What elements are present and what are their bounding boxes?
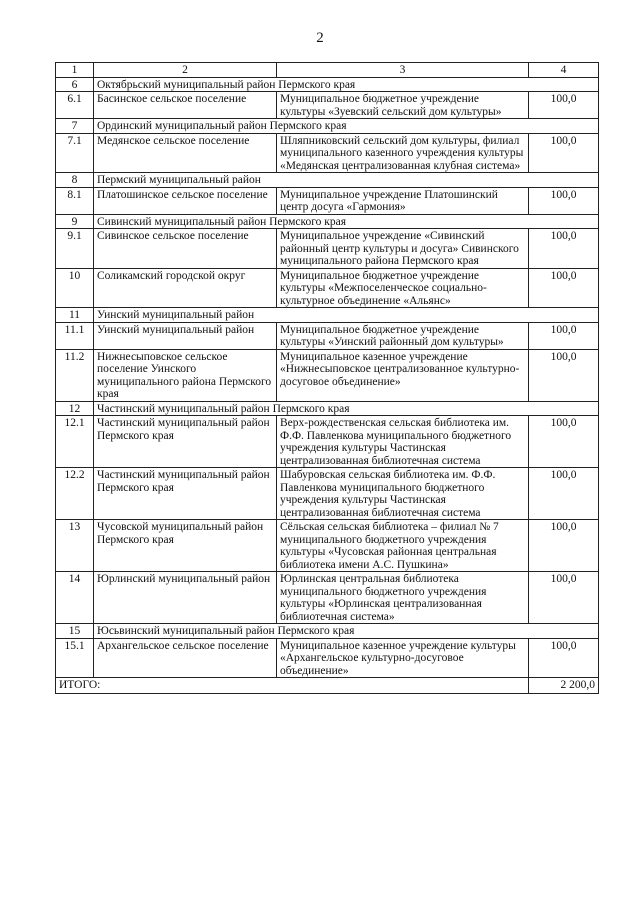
section-title: Сивинский муниципальный район Пермского края (94, 214, 599, 229)
institution-name: Юрлинская центральная библиотека муниципального бюджетного учреждения культуры «Юрлинская централизованная библиотечная система» (277, 572, 529, 624)
area-name: Чусовской муниципальный район Пермского края (94, 520, 277, 572)
table-row (56, 133, 599, 173)
row-number: 13 (56, 520, 94, 572)
row-number: 8 (56, 173, 94, 188)
row-number: 6.1 (56, 92, 94, 119)
institution-name: Муниципальное бюджетное учреждение культуры «Межпоселенческое социально-культурное объединение «Альянс» (277, 268, 529, 308)
page-number: 2 (316, 30, 324, 46)
amount-value: 100,0 (529, 468, 599, 520)
area-name: Платошинское сельское поселение (94, 187, 277, 214)
row-number: 12.2 (56, 468, 94, 520)
section-row (56, 214, 599, 229)
row-number: 11.2 (56, 349, 94, 401)
institution-name: Шабуровская сельская библиотека им. Ф.Ф. Павленкова муниципального бюджетного учреждения культуры Частинская централизованная библиотечная система (277, 468, 529, 520)
institution-name: Муниципальное бюджетное учреждение культуры «Уинский районный дом культуры» (277, 322, 529, 349)
table-row (56, 268, 599, 308)
table-row (56, 322, 599, 349)
row-number: 15 (56, 624, 94, 639)
area-name: Сивинское сельское поселение (94, 229, 277, 269)
header-col-1: 1 (56, 63, 94, 78)
table-row (56, 349, 599, 401)
header-col-3: 3 (277, 63, 529, 78)
institution-name: Сёльская сельская библиотека – филиал № 7 муниципального бюджетного учреждения культуры «Чусовская районная центральная библиотека имени А.С. Пушкина» (277, 520, 529, 572)
section-title: Уинский муниципальный район (94, 308, 599, 323)
row-number: 11.1 (56, 322, 94, 349)
row-number: 10 (56, 268, 94, 308)
section-row (56, 308, 599, 323)
area-name: Соликамский городской округ (94, 268, 277, 308)
amount-value: 100,0 (529, 416, 599, 468)
table-row (56, 187, 599, 214)
table-row (56, 92, 599, 119)
section-row (56, 401, 599, 416)
table-row (56, 468, 599, 520)
table-row (56, 416, 599, 468)
row-number: 9.1 (56, 229, 94, 269)
section-title: Октябрьский муниципальный район Пермского края (94, 77, 599, 92)
amount-value: 100,0 (529, 92, 599, 119)
row-number: 11 (56, 308, 94, 323)
table-row (56, 520, 599, 572)
table-row (56, 229, 599, 269)
institution-name: Муниципальное казенное учреждение культуры «Архангельское культурно-досуговое объединение» (277, 638, 529, 678)
amount-value: 100,0 (529, 187, 599, 214)
amount-value: 100,0 (529, 638, 599, 678)
total-label: ИТОГО: (56, 678, 529, 694)
amount-value: 100,0 (529, 349, 599, 401)
institution-name: Шляпниковский сельский дом культуры, филиал муниципального казенного учреждения культуры «Медянская централизованная клубная система» (277, 133, 529, 173)
section-title: Частинский муниципальный район Пермского края (94, 401, 599, 416)
row-number: 15.1 (56, 638, 94, 678)
row-number: 12.1 (56, 416, 94, 468)
section-row (56, 624, 599, 639)
section-row (56, 119, 599, 134)
total-amount: 2 200,0 (529, 678, 599, 694)
amount-value: 100,0 (529, 268, 599, 308)
amount-value: 100,0 (529, 229, 599, 269)
institution-name: Муниципальное учреждение Платошинский центр досуга «Гармония» (277, 187, 529, 214)
header-col-4: 4 (529, 63, 599, 78)
allocation-table (55, 62, 599, 694)
total-row (56, 678, 599, 694)
institution-name: Верх-рождественская сельская библиотека им. Ф.Ф. Павленкова муниципального бюджетного учреждения культуры Частинская централизованная библиотечная система (277, 416, 529, 468)
row-number: 14 (56, 572, 94, 624)
row-number: 12 (56, 401, 94, 416)
table-header-row (56, 63, 599, 78)
row-number: 7.1 (56, 133, 94, 173)
row-number: 9 (56, 214, 94, 229)
table-row (56, 638, 599, 678)
institution-name: Муниципальное учреждение «Сивинский районный центр культуры и досуга» Сивинского муниципального района Пермского края (277, 229, 529, 269)
section-title: Пермский муниципальный район (94, 173, 599, 188)
amount-value: 100,0 (529, 322, 599, 349)
row-number: 7 (56, 119, 94, 134)
amount-value: 100,0 (529, 133, 599, 173)
area-name: Частинский муниципальный район Пермского края (94, 468, 277, 520)
area-name: Басинское сельское поселение (94, 92, 277, 119)
row-number: 6 (56, 77, 94, 92)
institution-name: Муниципальное казенное учреждение «Нижнесыповское централизованное культурно-досуговое объединение» (277, 349, 529, 401)
area-name: Частинский муниципальный район Пермского края (94, 416, 277, 468)
area-name: Медянское сельское поселение (94, 133, 277, 173)
amount-value: 100,0 (529, 572, 599, 624)
table-row (56, 572, 599, 624)
section-title: Ординский муниципальный район Пермского края (94, 119, 599, 134)
header-col-2: 2 (94, 63, 277, 78)
area-name: Уинский муниципальный район (94, 322, 277, 349)
section-row (56, 173, 599, 188)
institution-name: Муниципальное бюджетное учреждение культуры «Зуевский сельский дом культуры» (277, 92, 529, 119)
area-name: Архангельское сельское поселение (94, 638, 277, 678)
area-name: Нижнесыповское сельское поселение Уинского муниципального района Пермского края (94, 349, 277, 401)
area-name: Юрлинский муниципальный район (94, 572, 277, 624)
row-number: 8.1 (56, 187, 94, 214)
section-row (56, 77, 599, 92)
amount-value: 100,0 (529, 520, 599, 572)
section-title: Юсьвинский муниципальный район Пермского края (94, 624, 599, 639)
